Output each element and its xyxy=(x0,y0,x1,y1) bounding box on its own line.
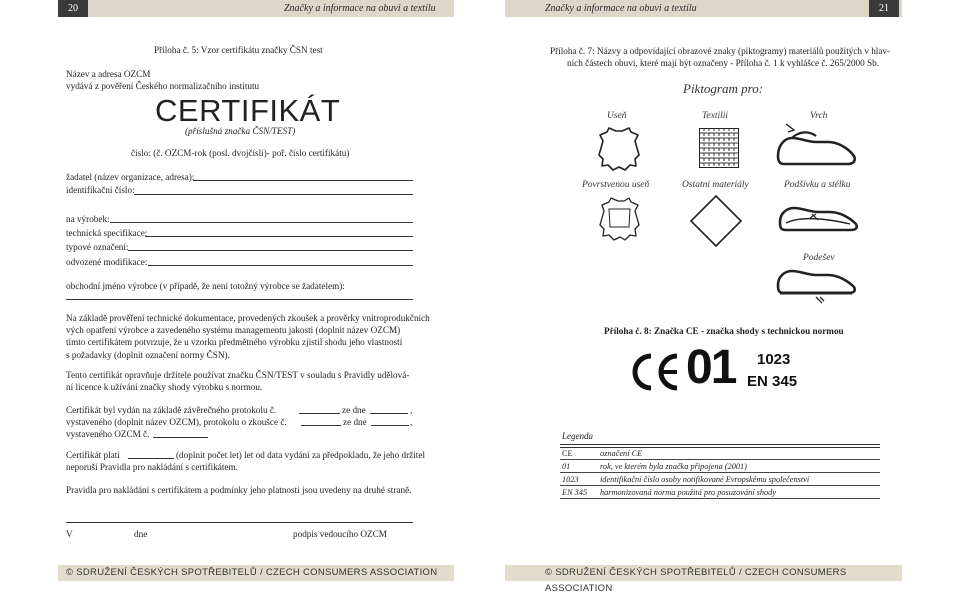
protocol-line2-a: vystaveného (doplnit název OZCM), protokolu o zkoušce č. xyxy=(66,417,287,427)
protocol-line3: vystaveného OZCM č. xyxy=(66,429,150,439)
signature-place-label: V xyxy=(66,529,73,539)
certificate-number: číslo: (č. OZCM-rok (posl. dvojčíslí)- poř. číslo certifikátu) xyxy=(131,148,350,158)
protocol-line1-b: ze dne xyxy=(342,405,366,415)
protocol-line1-a: Certifikát byl vydán na základě závěrečného protokolu č. xyxy=(66,405,277,415)
field-modifications-line xyxy=(148,265,413,266)
field-tech-spec-line xyxy=(145,236,413,237)
verification-line: Na základě prověření technické dokumentace, provedených zkoušek a prověrky vnitroprodukčních xyxy=(66,313,430,323)
coated-leather-icon xyxy=(596,197,644,241)
leather-hide-icon xyxy=(594,127,644,171)
left-footer-text: © SDRUŽENÍ ČESKÝCH SPOTŘEBITELŮ / CZECH CONSUMERS ASSOCIATION xyxy=(66,567,438,578)
certificate-subtitle: (příslušná značka ČSN/TEST) xyxy=(185,126,296,136)
issuer-name: Název a adresa OZCM xyxy=(66,69,151,79)
protocol-line2-b: ze dne xyxy=(343,417,367,427)
right-page-number: 21 xyxy=(869,0,899,17)
license-paragraph xyxy=(66,369,413,393)
other-materials-icon xyxy=(690,195,742,247)
validity-line1-b: (doplnit počet let) let od data vydání za předpokladu, že jeho držitel xyxy=(176,450,425,460)
shoe-upper-icon xyxy=(774,118,860,168)
legend-value: identifikační číslo osoby notifikované Evropskému společenství xyxy=(598,473,880,486)
certificate-title: CERTIFIKÁT xyxy=(155,93,341,128)
appendix8-title: Příloha č. 8: Značka CE - značka shody s technickou normou xyxy=(604,326,844,336)
lining-insole-icon xyxy=(776,194,862,234)
legend-key: 1023 xyxy=(560,473,598,486)
protocol-comma: , xyxy=(410,417,413,427)
field-trade-name: obchodní jméno výrobce (v případě, že není totožný výrobce se žadatelem): xyxy=(66,281,345,291)
left-page-number: 20 xyxy=(58,0,88,17)
legend-key: 01 xyxy=(560,460,598,473)
field-product: na výrobek: xyxy=(66,214,110,224)
ce-standard-code: EN 345 xyxy=(747,373,798,390)
field-id-number-line xyxy=(134,194,413,195)
rules-note: Pravidla pro nakládání s certifikátem a podmínky jeho platnosti jsou uvedeny na druhé straně. xyxy=(66,485,412,495)
ce-mark-icon xyxy=(627,352,682,392)
appendix5-title: Příloha č. 5: Vzor certifikátu značky ČSN test xyxy=(154,45,323,55)
field-applicant-line xyxy=(193,180,413,181)
sole-icon xyxy=(774,263,860,307)
license-line: Tento certifikát opravňuje držitele používat značku ČSN/TEST v souladu s Pravidly udělová- xyxy=(66,370,410,380)
right-footer-text: © SDRUŽENÍ ČESKÝCH SPOTŘEBITELŮ / CZECH CONSUMERS ASSOCIATION xyxy=(545,567,847,594)
field-trade-name-line xyxy=(66,299,413,300)
legend-value: harmonizovaná norma použitá pro posuzování shody xyxy=(598,486,880,499)
ozcm-number-line xyxy=(153,437,208,438)
textile-grid-icon xyxy=(699,128,739,168)
verification-line: tímto certifikátem potvrzuje, že u vzorku předmětného výrobku zjistil shodu jeho vlastností xyxy=(66,337,403,348)
field-type: typové označení: xyxy=(66,242,129,252)
legend-row xyxy=(560,473,880,486)
signature-date-label: dne xyxy=(134,529,148,539)
legend-row xyxy=(560,486,880,499)
protocol-date-line xyxy=(370,413,408,414)
label-textilii: Textilii xyxy=(702,111,729,121)
legend-title: Legenda xyxy=(562,431,593,441)
legend-row xyxy=(560,460,880,473)
field-modifications: odvozené modifikace: xyxy=(66,257,148,267)
label-povrstvena: Povrstvenou useň xyxy=(582,180,650,190)
appendix7-title-line2: ních částech obuvi, které mají být označeny - Příloha č. 1 k vyhlášce č. 265/2000 Sb. xyxy=(567,58,880,68)
right-header-bar xyxy=(505,0,902,17)
validity-years-line xyxy=(128,458,174,459)
signature-top-rule xyxy=(66,522,413,523)
license-line: ní licence k užívání značky shody výrobku s normou. xyxy=(66,382,263,393)
verification-paragraph xyxy=(66,312,430,361)
right-footer-bar xyxy=(505,565,902,594)
appendix7-title-line1: Příloha č. 7: Názvy a odpovídající obrazové znaky (piktogramy) materiálů použitých v hlav- xyxy=(550,46,891,56)
field-product-line xyxy=(110,222,413,223)
legend-key: EN 345 xyxy=(560,486,598,499)
left-running-title: Značky a informace na obuvi a textilu xyxy=(284,3,436,14)
left-header-bar xyxy=(58,0,454,17)
label-ostatni: Ostatní materiály xyxy=(682,180,749,190)
ce-notified-body-code: 1023 xyxy=(757,351,791,368)
verification-line: vých opatření výrobce a zavedeného systému managementu jakosti (doplnit název OZCM) xyxy=(66,325,401,336)
label-vrch: Vrch xyxy=(810,111,828,121)
legend-row xyxy=(560,447,880,460)
validity-line1-a: Certifikát platí xyxy=(66,450,120,460)
field-applicant: žadatel (název organizace, adresa): xyxy=(66,172,195,182)
ce-year-number: 01 xyxy=(686,341,736,394)
protocol-comma: , xyxy=(410,405,413,415)
issuer-mandate: vydává z pověření Českého normalizačního institutu xyxy=(66,81,260,91)
label-podsivka: Podšívku a stélku xyxy=(784,180,851,190)
signature-label: podpis vedoucího OZCM xyxy=(293,529,387,539)
legend-table xyxy=(560,447,880,499)
field-id-number: identifikační číslo: xyxy=(66,185,135,195)
field-type-line xyxy=(128,250,413,251)
legend-key: CE xyxy=(560,447,598,460)
test-protocol-number-line xyxy=(301,425,341,426)
legend-title-rule xyxy=(560,444,880,445)
label-usen: Useň xyxy=(607,111,627,121)
right-running-title: Značky a informace na obuvi a textilu xyxy=(545,3,697,14)
legend-value: označení CE xyxy=(598,447,880,460)
label-podesev: Podešev xyxy=(803,253,835,263)
validity-line2: neporuší Pravidla pro nakládání s certifikátem. xyxy=(66,462,238,472)
field-tech-spec: technická specifikace: xyxy=(66,228,148,238)
legend-value: rok, ve kterém byla značka připojena (2001) xyxy=(598,460,880,473)
test-protocol-date-line xyxy=(371,425,409,426)
verification-line: s požadavky (doplnit označení normy ČSN). xyxy=(66,349,230,360)
left-footer-bar xyxy=(58,565,454,581)
pictogram-heading: Piktogram pro: xyxy=(683,81,764,96)
protocol-number-line xyxy=(299,413,340,414)
